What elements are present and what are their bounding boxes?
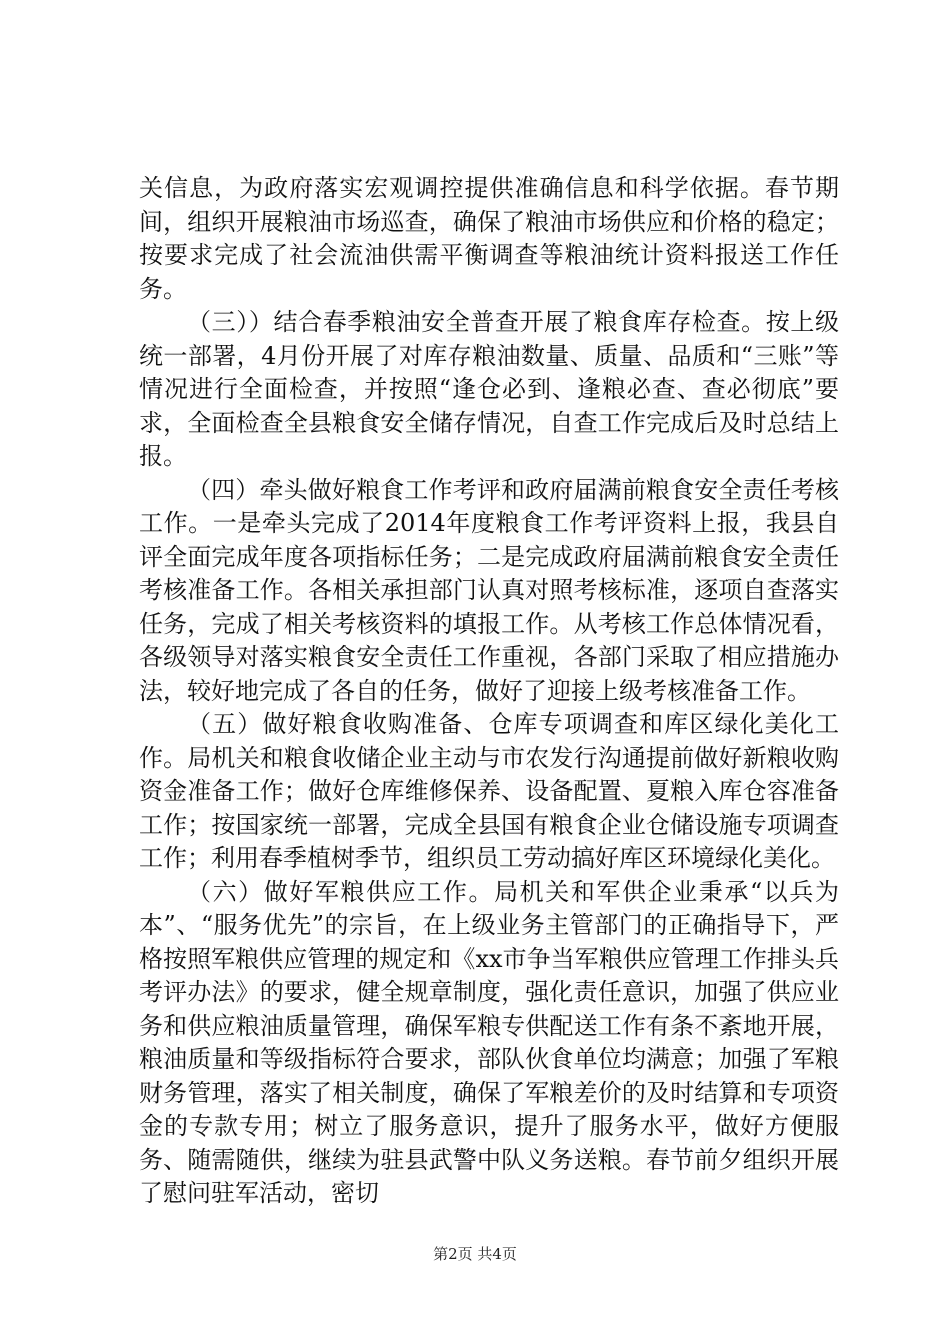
- paragraph-section-6: （六）做好军粮供应工作。局机关和军供企业秉承“以兵为本”、“服务优先”的宗旨，在上级业务主管部门的正确指导下，严格按照军粮供应管理的规定和《xx市争当军粮供应管理工作排头兵考评办法》的要求，健全规章制度，强化责任意识，加强了供应业务和供应粮油质量管理，确保军粮专供配送工作有条不紊地开展，粮油质量和等级指标符合要求，部队伙食单位均满意；加强了军粮财务管理，落实了相关制度，确保了军粮差价的及时结算和专项资金的专款专用；树立了服务意识，提升了服务水平，做好方便服务、随需随供，继续为驻县武警中队义务送粮。春节前夕组织开展了慰问驻军活动，密切: [139, 877, 839, 1207]
- paragraph-section-3: （三））结合春季粮油安全普查开展了粮食库存检查。按上级统一部署，4月份开展了对库存粮油数量、质量、品质和“三账”等情况进行全面检查，并按照“逢仓必到、逢粮必查、查必彻底”要求，全面检查全县粮食安全储存情况，自查工作完成后及时总结上报。: [139, 308, 839, 470]
- paragraph-section-5: （五）做好粮食收购准备、仓库专项调查和库区绿化美化工作。局机关和粮食收储企业主动与市农发行沟通提前做好新粮收购资金准备工作；做好仓库维修保养、设备配置、夏粮入库仓容准备工作；按国家统一部署，完成全县国有粮食企业仓储设施专项调查工作；利用春季植树季节，组织员工劳动搞好库区环境绿化美化。: [139, 710, 839, 872]
- paragraph-continuation: 关信息，为政府落实宏观调控提供准确信息和科学依据。春节期间，组织开展粮油市场巡查，确保了粮油市场供应和价格的稳定；按要求完成了社会流油供需平衡调查等粮油统计资料报送工作任务。: [139, 174, 839, 303]
- paragraph-section-4: （四）牵头做好粮食工作考评和政府届满前粮食安全责任考核工作。一是牵头完成了2014年度粮食工作考评资料上报，我县自评全面完成年度各项指标任务；二是完成政府届满前粮食安全责任考核准备工作。各相关承担部门认真对照考核标准，逐项自查落实任务，完成了相关考核资料的填报工作。从考核工作总体情况看，各级领导对落实粮食安全责任工作重视，各部门采取了相应措施办法，较好地完成了各自的任务，做好了迎接上级考核准备工作。: [139, 475, 839, 705]
- body-text: [139, 172, 839, 1211]
- page-number-footer: 第2页 共4页: [433, 1245, 517, 1263]
